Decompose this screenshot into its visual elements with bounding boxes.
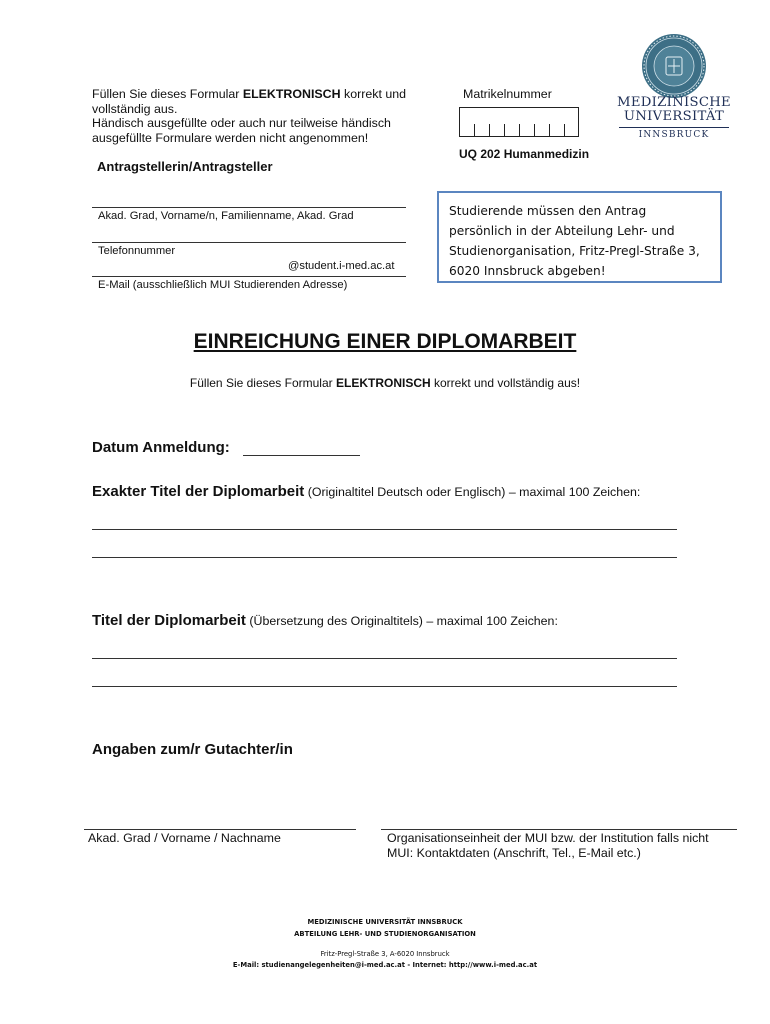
registration-date-label: Datum Anmeldung: xyxy=(92,439,230,456)
university-name-line1: MEDIZINISCHE xyxy=(617,95,731,110)
footer-address: Fritz-Pregl-Straße 3, A-6020 Innsbruck xyxy=(320,950,450,958)
university-name-line2: UNIVERSITÄT xyxy=(623,109,725,124)
phone-field-label: Telefonnummer xyxy=(98,245,176,257)
reviewer-name-label: Akad. Grad / Vorname / Nachname xyxy=(88,831,281,845)
form-subtitle xyxy=(0,376,770,390)
footer-university: MEDIZINISCHE UNIVERSITÄT INNSBRUCK xyxy=(307,918,463,926)
footer-department: ABTEILUNG LEHR- UND STUDIENORGANISATION xyxy=(294,930,476,938)
subtitle-post: korrekt und vollständig aus! xyxy=(430,376,581,390)
translated-title-label: Titel der Diplomarbeit xyxy=(92,612,246,629)
intro-line1-bold: ELEKTRONISCH xyxy=(242,87,341,101)
translated-title-field-line1[interactable] xyxy=(92,658,677,659)
reviewer-name-field[interactable] xyxy=(84,829,356,830)
applicant-heading: Antragstellerin/Antragsteller xyxy=(97,159,273,174)
intro-line2: vollständig aus. xyxy=(92,101,178,116)
exact-title-label: Exakter Titel der Diplomarbeit xyxy=(92,483,305,500)
reviewer-org-line2: MUI: Kontaktdaten (Anschrift, Tel., E-Mail etc.) xyxy=(387,845,641,860)
reviewer-org-line1: Organisationseinheit der MUI bzw. der Institution falls nicht xyxy=(387,831,709,845)
email-suffix: @student.i-med.ac.at xyxy=(288,260,395,272)
university-seal-icon xyxy=(641,33,707,99)
university-city: INNSBRUCK xyxy=(638,130,710,140)
translated-title-field-line2[interactable] xyxy=(92,686,677,687)
exact-title-field-line1[interactable] xyxy=(92,529,677,530)
submission-notice xyxy=(437,191,722,283)
notice-line3: Studienorganisation, Fritz-Pregl-Straße 3, xyxy=(449,244,700,258)
footer-contact: E-Mail: studienangelegenheiten@i-med.ac.at - Internet: http://www.i-med.ac.at xyxy=(232,961,538,969)
translated-title-heading xyxy=(92,612,558,629)
matrikel-input[interactable] xyxy=(459,107,579,137)
name-field-label: Akad. Grad, Vorname/n, Familienname, Akad. Grad xyxy=(98,210,354,222)
reviewer-org-field[interactable] xyxy=(381,829,737,830)
registration-date-field[interactable] xyxy=(243,455,360,456)
notice-line2: persönlich in der Abteilung Lehr- und xyxy=(449,224,675,238)
intro-line3: Händisch ausgefüllte oder auch nur teilweise händisch xyxy=(92,116,391,130)
subtitle-pre: Füllen Sie dieses Formular xyxy=(189,376,336,390)
email-field[interactable] xyxy=(92,276,406,277)
reviewer-org-label xyxy=(387,831,709,860)
phone-field[interactable] xyxy=(92,242,406,243)
subtitle-bold: ELEKTRONISCH xyxy=(335,376,431,390)
email-field-label: E-Mail (ausschließlich MUI Studierenden Adresse) xyxy=(98,279,348,291)
translated-title-note: (Übersetzung des Originaltitels) – maximal 100 Zeichen: xyxy=(245,614,558,628)
intro-line1-pre: Füllen Sie dieses Formular xyxy=(92,87,243,101)
intro-instructions xyxy=(92,87,437,145)
notice-line4: 6020 Innsbruck abgeben! xyxy=(449,264,606,278)
form-title: EINREICHUNG EINER DIPLOMARBEIT xyxy=(193,330,577,353)
exact-title-note: (Originaltitel Deutsch oder Englisch) – maximal 100 Zeichen: xyxy=(304,485,641,499)
matrikel-label: Matrikelnummer xyxy=(463,87,552,101)
exact-title-field-line2[interactable] xyxy=(92,557,677,558)
intro-line4: ausgefüllte Formulare werden nicht angenommen! xyxy=(92,130,369,145)
university-logo xyxy=(614,96,734,140)
intro-line1-post: korrekt und xyxy=(340,87,407,101)
name-field[interactable] xyxy=(92,207,406,208)
program-code: UQ 202 Humanmedizin xyxy=(459,147,590,161)
notice-line1: Studierende müssen den Antrag xyxy=(449,204,647,218)
exact-title-heading xyxy=(92,483,640,500)
reviewer-heading: Angaben zum/r Gutachter/in xyxy=(92,741,293,758)
